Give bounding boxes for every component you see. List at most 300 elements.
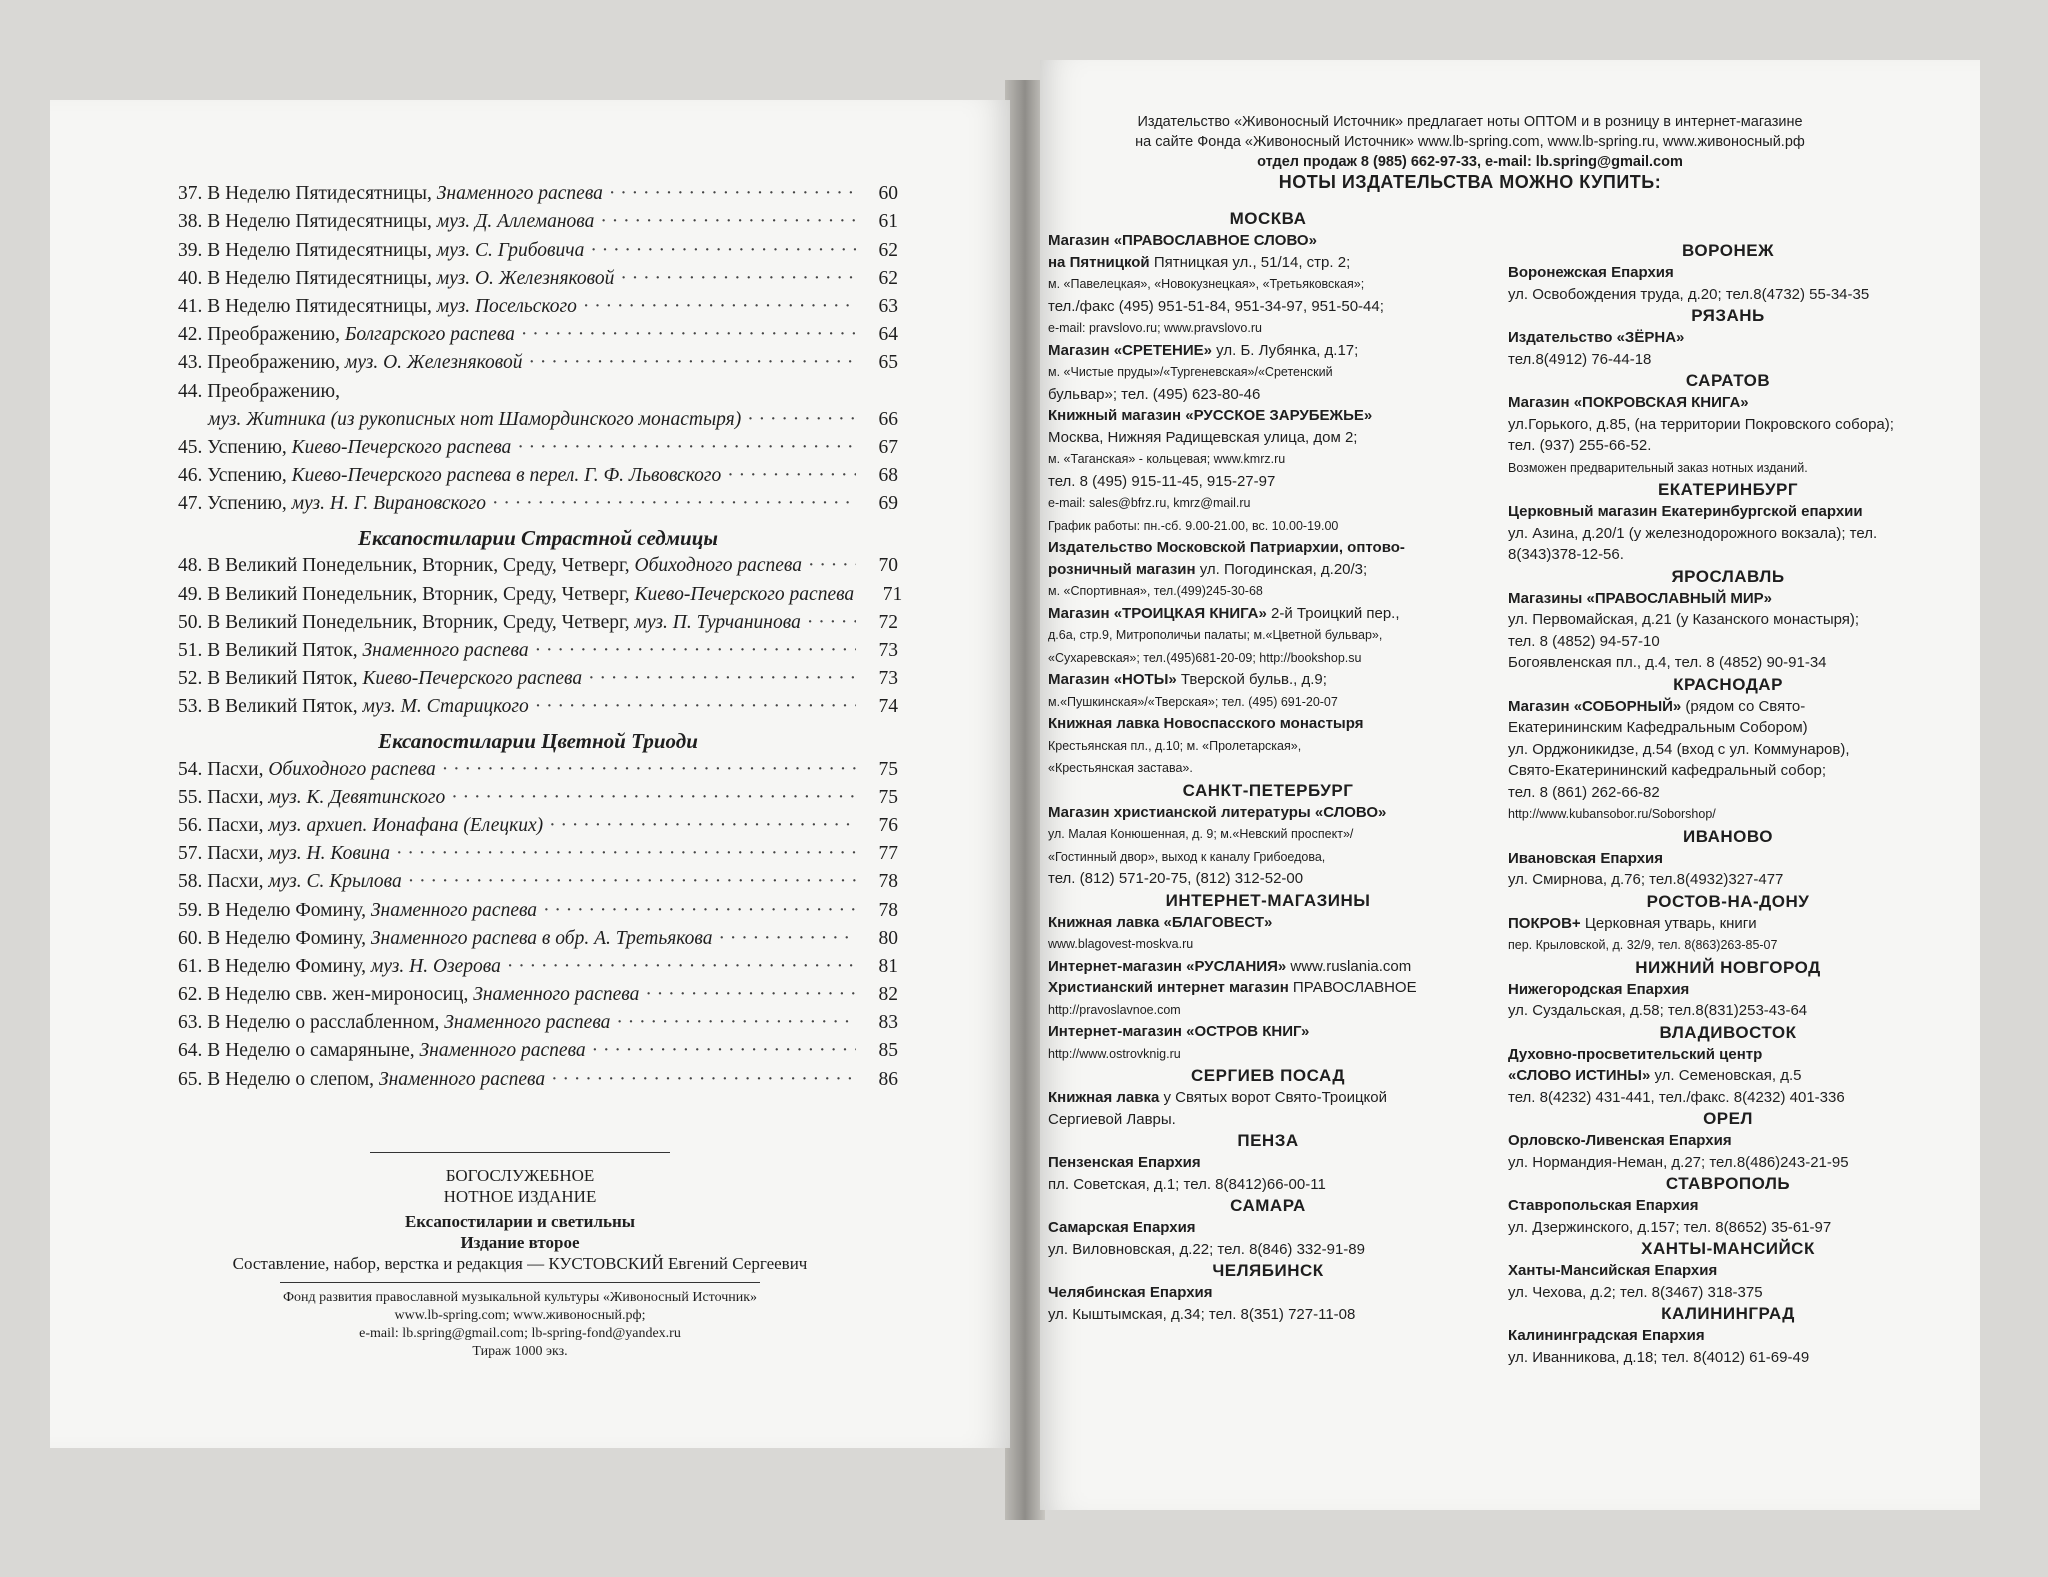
toc-dots: [535, 693, 856, 721]
store-detail: http://www.ostrovknig.ru: [1048, 1046, 1181, 1061]
toc-italic: муз. Д. Аллеманова: [436, 211, 595, 233]
toc-row: [178, 693, 898, 721]
toc-row: [178, 265, 898, 293]
store-name: Воронежская Епархия: [1508, 264, 1674, 281]
toc-dots: [451, 784, 856, 812]
publisher-header: [1080, 112, 1860, 192]
toc-row: [178, 434, 898, 462]
store-line: [1508, 501, 1948, 523]
toc-page-number: 63: [878, 295, 898, 317]
store-line: пл. Советская, д.1; тел. 8(8412)66-00-11: [1048, 1175, 1326, 1193]
toc-italic: Обиходного распева: [268, 758, 436, 780]
store-line: [1508, 803, 1948, 826]
toc-title: 48. В Великий Понедельник, Вторник, Среду, Четверг, Обиходного распева: [178, 555, 802, 577]
store-line: [1508, 457, 1948, 480]
store-line: [1508, 1325, 1948, 1347]
toc-dots: [583, 293, 856, 321]
toc-italic: муз. О. Железняковой: [436, 267, 615, 289]
city-heading: СЕРГИЕВ ПОСАД: [1191, 1066, 1345, 1085]
toc-group-1: [178, 180, 898, 377]
toc-title: 46. Успению, Киево-Печерского распева в перел. Г. Ф. Львовского: [178, 465, 722, 487]
store-line: [1048, 492, 1488, 515]
toc-title: 43. Преображению, муз. О. Железняковой: [178, 352, 523, 374]
store-line: ул. Чехова, д.2; тел. 8(3467) 318-375: [1508, 1283, 1763, 1301]
toc-dots: [442, 756, 856, 784]
store-line: [1048, 448, 1488, 471]
toc-page-number: 83: [878, 1012, 898, 1034]
toc-row: [178, 609, 898, 637]
store-line: [1048, 647, 1488, 670]
toc-dots: [535, 637, 856, 665]
store-name: Книжная лавка Новоспасского монастыря: [1048, 715, 1364, 732]
store-line: [1048, 515, 1488, 538]
store-line: [1508, 1195, 1948, 1217]
toc-italic: Знаменного распева: [378, 1068, 546, 1090]
store-line: [1508, 1130, 1948, 1152]
toc-page-number: 61: [878, 211, 898, 233]
section-heading: Ексапостиларии Страстной седмицы: [358, 526, 718, 551]
toc-italic: Знаменного распева: [362, 640, 529, 661]
store-name: Ивановская Епархия: [1508, 849, 1664, 867]
toc-row: [178, 812, 898, 840]
store-detail: http://pravoslavnoe.com: [1048, 1002, 1181, 1017]
toc-page-number: 60: [878, 183, 898, 205]
store-detail: Крестьянская пл., д.10; м. «Пролетарская»,: [1048, 738, 1302, 753]
toc-dots: [408, 868, 856, 896]
toc-page-number: 82: [878, 984, 898, 1006]
city-heading: ХАНТЫ-МАНСИЙСК: [1641, 1239, 1815, 1258]
store-name: Интернет-магазин «ОСТРОВ КНИГ»: [1048, 1023, 1310, 1040]
toc-italic: Знаменного распева в обр. А. Третьякова: [370, 927, 713, 949]
toc-title: 56. Пасхи, муз. архиеп. Ионафана (Елецких): [178, 814, 544, 836]
right-page: [1040, 60, 1980, 1510]
section-title: НОТЫ ИЗДАТЕЛЬСТВА МОЖНО КУПИТЬ:: [1278, 172, 1662, 192]
toc-row: [178, 925, 898, 953]
store-name: Нижегородская Епархия: [1508, 980, 1690, 998]
toc-page-number: 62: [878, 239, 898, 261]
toc-italic: муз. М. Старицкого: [362, 696, 529, 718]
header-line: на сайте Фонда «Живоносный Источник» www.lb-spring.com, www.lb-spring.ru, www.живоносный.рф: [1135, 134, 1805, 150]
city-heading: РОСТОВ-НА-ДОНУ: [1646, 891, 1810, 911]
store-line: [1048, 580, 1488, 603]
toc-row: [178, 462, 898, 490]
store-line: Богоявленская пл., д.4, тел. 8 (4852) 90-91-34: [1508, 654, 1827, 671]
store-line: [1048, 317, 1488, 340]
toc-italic: муз. Посельского: [436, 295, 577, 317]
toc-italic: Киево-Печерского распева: [362, 668, 583, 690]
toc-italic: Обиходного распева: [634, 555, 802, 577]
store-line: [1508, 1260, 1948, 1282]
toc-page-number: 68: [878, 465, 898, 487]
toc-dots: [551, 1066, 856, 1094]
toc-dots: [543, 897, 856, 925]
city-heading: МОСКВА: [1229, 209, 1307, 228]
toc-row: [178, 896, 898, 924]
store-name: Магазин «НОТЫ»: [1048, 671, 1177, 688]
store-line: [1048, 691, 1488, 714]
toc-dots: [616, 1009, 856, 1037]
store-line: Магазин «СРЕТЕНИЕ» ул. Б. Лубянка, д.17;: [1048, 341, 1359, 359]
toc-dots: [521, 321, 856, 349]
section-heading: Ексапостиларии Цветной Триоди: [378, 729, 698, 754]
store-line: [1048, 735, 1488, 758]
toc-title: 49. В Великий Понедельник, Вторник, Среду, Четверг, Киево-Печерского распева: [178, 583, 855, 605]
toc-page-number: 69: [878, 493, 898, 515]
toc-title: 38. В Неделю Пятидесятницы, муз. Д. Аллеманова: [178, 211, 595, 233]
store-line: Свято-Екатерининский кафедральный собор;: [1508, 762, 1827, 779]
store-line: Магазин «НОТЫ» Тверской бульв., д.9;: [1048, 671, 1327, 688]
toc-dots: [620, 265, 856, 293]
store-line: тел. 8 (495) 915-11-45, 915-27-97: [1048, 472, 1276, 490]
toc-title: 42. Преображению, Болгарского распева: [178, 324, 515, 346]
toc-dots: [507, 953, 856, 981]
toc-dots: [549, 812, 856, 840]
toc-italic: муз. О. Железняковой: [344, 352, 523, 374]
store-line: [1048, 230, 1488, 252]
city-heading: ПЕНЗА: [1237, 1131, 1299, 1150]
store-line: ул. Кыштымская, д.34; тел. 8(351) 727-11-08: [1048, 1305, 1356, 1323]
toc-page-number: 78: [878, 899, 898, 921]
toc-row: [178, 1065, 898, 1093]
store-name: Издательство «ЗЁРНА»: [1508, 329, 1685, 346]
store-name: Духовно-просветительский центр: [1508, 1045, 1763, 1063]
store-line: [1048, 802, 1488, 824]
toc-title: 53. В Великий Пяток, муз. М. Старицкого: [178, 696, 529, 718]
toc-page-number: 78: [878, 871, 898, 893]
store-line: 8(343)378-12-56.: [1508, 546, 1624, 563]
toc-row: [178, 637, 898, 665]
city-heading: СТАВРОПОЛЬ: [1665, 1174, 1791, 1193]
store-detail: м. «Павелецкая», «Новокузнецкая», «Третьяковская»;: [1048, 277, 1365, 291]
city-heading: ВЛАДИВОСТОК: [1659, 1022, 1797, 1042]
toc-italic: муз. К. Девятинского: [268, 786, 446, 808]
city-heading: ЧЕЛЯБИНСК: [1212, 1261, 1324, 1280]
toc-row: [178, 868, 898, 896]
store-line: ул. Суздальская, д.58; тел.8(831)253-43-64: [1508, 1002, 1808, 1019]
toc-page-number: 81: [878, 955, 898, 977]
toc-title: 52. В Великий Пяток, Киево-Печерского распева: [178, 668, 583, 690]
toc-italic: муз. Н. Озерова: [370, 955, 501, 977]
store-name: Книжный магазин «РУССКОЕ ЗАРУБЕЖЬЕ»: [1048, 407, 1373, 424]
toc-page-number: 86: [878, 1068, 898, 1090]
store-line: [1048, 361, 1488, 384]
table-of-contents: [178, 180, 903, 1094]
toc-row: [178, 293, 898, 321]
store-detail: Возможен предварительный заказ нотных изданий.: [1508, 460, 1808, 475]
header-line: Издательство «Живоносный Источник» предлагает ноты ОПТОМ и в розницу в интернет-магазине: [1137, 114, 1803, 130]
store-name: на Пятницкой: [1048, 253, 1150, 271]
city-heading: ИВАНОВО: [1682, 826, 1773, 846]
toc-page-number: 71: [882, 583, 903, 605]
toc-group-3: [178, 552, 903, 721]
toc-title: 47. Успению, муз. Н. Г. Вирановского: [178, 493, 486, 515]
store-line: [1048, 624, 1488, 647]
store-name: Самарская Епархия: [1048, 1219, 1196, 1236]
toc-page-number: 80: [878, 927, 898, 949]
store-name: Магазин «ПРАВОСЛАВНОЕ СЛОВО»: [1048, 232, 1317, 249]
toc-row: [178, 321, 898, 349]
store-line: [1048, 933, 1488, 956]
store-line: Екатерининским Кафедральным Собором): [1508, 719, 1808, 736]
colophon-line: БОГОСЛУЖЕБНОЕ: [445, 1166, 595, 1185]
toc-dots: [718, 925, 856, 953]
store-line: [1508, 262, 1948, 284]
toc-page-number: 76: [878, 814, 898, 836]
toc-page-number: 70: [878, 555, 898, 577]
store-line: Христианский интернет магазин ПРАВОСЛАВНОЕ: [1048, 979, 1417, 996]
toc-row: [178, 1037, 898, 1065]
store-name: Книжная лавка: [1048, 1089, 1160, 1106]
toc-row: [178, 490, 898, 518]
store-name: Церковный магазин Екатеринбургской епархии: [1508, 503, 1863, 520]
store-line: Сергиевой Лавры.: [1048, 1110, 1176, 1128]
toc-row: [178, 784, 898, 812]
store-line: [1048, 1021, 1488, 1043]
toc-title: 54. Пасхи, Обиходного распева: [178, 758, 436, 780]
city-heading: РЯЗАНЬ: [1691, 306, 1765, 325]
toc-title: 63. В Неделю о расслабленном, Знаменного распева: [178, 1012, 611, 1034]
store-line: ул. Азина, д.20/1 (у железнодорожного вокзала); тел.: [1508, 524, 1878, 542]
toc-title: 59. В Неделю Фомину, Знаменного распева: [178, 899, 538, 921]
toc-dots: [592, 1037, 856, 1065]
divider: [370, 1152, 670, 1153]
toc-row: [178, 552, 898, 580]
toc-page-number: 66: [878, 408, 898, 430]
store-line: [1508, 934, 1948, 957]
toc-dots: [600, 208, 856, 236]
toc-dots: [645, 981, 856, 1009]
toc-dots: [517, 434, 856, 462]
store-name: Челябинская Епархия: [1048, 1284, 1213, 1301]
toc-dots: [590, 237, 856, 265]
store-name: Магазин «СОБОРНЫЙ»: [1508, 697, 1682, 715]
store-line: [1048, 999, 1488, 1022]
toc-page-number: 65: [878, 352, 898, 374]
store-line: тел. 8 (861) 262-66-82: [1508, 783, 1660, 801]
store-line: [1508, 392, 1948, 414]
store-line: [1048, 273, 1488, 296]
store-line: [1048, 823, 1488, 846]
stores-column-right: [1508, 240, 1948, 1368]
store-detail: «Крестьянская застава».: [1048, 761, 1193, 775]
header-line: отдел продаж 8 (985) 662-97-33, e-mail: lb.spring@gmail.com: [1257, 154, 1683, 170]
city-heading: САНКТ-ПЕТЕРБУРГ: [1182, 780, 1354, 800]
toc-title: 62. В Неделю свв. жен-мироносиц, Знаменного распева: [178, 984, 640, 1006]
toc-italic: муз. Житника (из рукописных нот Шамординского монастыря): [208, 408, 742, 430]
store-line: [1508, 327, 1948, 349]
store-detail: пер. Крыловской, д. 32/9, тел. 8(863)263-85-07: [1508, 938, 1778, 952]
store-line: [1508, 848, 1948, 870]
toc-page-number: 85: [878, 1040, 898, 1062]
left-page: [50, 100, 1010, 1448]
store-line: тел. (937) 255-66-52.: [1508, 437, 1652, 454]
toc-row: [178, 349, 898, 377]
toc-italic: муз. С. Грибовича: [436, 239, 585, 261]
store-line: [1508, 979, 1948, 1001]
toc-italic: муз. архиеп. Ионафана (Елецких): [268, 814, 544, 836]
store-line: Магазин «СОБОРНЫЙ» (рядом со Свято-: [1508, 697, 1806, 715]
toc-page-number: 77: [878, 843, 898, 865]
toc-row: [178, 840, 898, 868]
toc-title: 61. В Неделю Фомину, муз. Н. Озерова: [178, 955, 501, 977]
toc-italic: Знаменного распева: [444, 1012, 611, 1034]
store-line: тел. 8 (4852) 94-57-10: [1508, 632, 1660, 650]
colophon-line: НОТНОЕ ИЗДАНИЕ: [443, 1187, 597, 1206]
store-line: тел. 8(4232) 431-441, тел./факс. 8(4232) 401-336: [1508, 1088, 1845, 1106]
store-line: Книжная лавка у Святых ворот Свято-Троицкой: [1048, 1089, 1388, 1106]
toc-italic: муз. Н. Ковина: [268, 843, 390, 865]
city-heading: САРАТОВ: [1685, 371, 1771, 390]
store-line: [1048, 1217, 1488, 1239]
store-line: ул. Виловновская, д.22; тел. 8(846) 332-91-89: [1048, 1240, 1365, 1258]
toc-dots: [808, 552, 856, 580]
toc-italic: муз. Н. Г. Вирановского: [291, 493, 486, 515]
print-run: Тираж 1000 экз.: [472, 1344, 568, 1359]
store-line: на Пятницкой Пятницкая ул., 51/14, стр. 2;: [1048, 253, 1351, 271]
toc-group-4: [178, 755, 898, 1093]
store-line: Интернет-магазин «РУСЛАНИЯ» www.ruslania.com: [1048, 957, 1412, 975]
store-name: Калининградская Епархия: [1508, 1327, 1705, 1344]
store-line: [1048, 537, 1488, 559]
toc-italic: Знаменного распева: [436, 183, 603, 205]
stores-column-left: [1040, 208, 1488, 1325]
store-detail: e-mail: pravslovo.ru; www.pravslovo.ru: [1048, 321, 1262, 335]
toc-title: 58. Пасхи, муз. С. Крылова: [178, 871, 402, 893]
city-heading: ЕКАТЕРИНБУРГ: [1657, 480, 1799, 499]
city-heading: ЯРОСЛАВЛЬ: [1671, 566, 1785, 586]
store-name: Интернет-магазин «РУСЛАНИЯ»: [1048, 957, 1287, 975]
store-line: Магазин «ТРОИЦКАЯ КНИГА» 2-й Троицкий пер.,: [1048, 604, 1400, 622]
toc-row: [178, 236, 898, 264]
store-line: [1048, 713, 1488, 735]
store-line: [1508, 588, 1948, 610]
toc-row: [178, 406, 898, 434]
toc-dots: [529, 349, 856, 377]
store-line: [1048, 912, 1488, 934]
store-detail: м. «Таганская» - кольцевая; www.kmrz.ru: [1048, 452, 1286, 466]
store-line: розничный магазин ул. Погодинская, д.20/3;: [1048, 560, 1368, 578]
store-line: Москва, Нижняя Радищевская улица, дом 2;: [1048, 428, 1358, 446]
store-line: тел./факс (495) 951-51-84, 951-34-97, 951-50-44;: [1048, 297, 1384, 315]
toc-title: 40. В Неделю Пятидесятницы, муз. О. Железняковой: [178, 267, 615, 289]
toc-dots: [396, 840, 856, 868]
toc-row: [178, 180, 898, 208]
store-line: ул. Дзержинского, д.157; тел. 8(8652) 35-61-97: [1508, 1218, 1832, 1236]
store-line: ул. Иванникова, д.18; тел. 8(4012) 61-69-49: [1508, 1348, 1810, 1366]
store-name: Книжная лавка «БЛАГОВЕСТ»: [1048, 913, 1273, 931]
store-line: [1508, 1044, 1948, 1066]
store-name: Магазин христианской литературы «СЛОВО»: [1048, 803, 1387, 821]
toc-dots: [747, 406, 856, 434]
toc-page-number: 64: [878, 324, 898, 346]
store-line: [1048, 1282, 1488, 1304]
toc-title: 57. Пасхи, муз. Н. Ковина: [178, 843, 390, 865]
toc-italic: Киево-Печерского распева: [291, 436, 512, 458]
store-detail: www.blagovest-moskva.ru: [1048, 937, 1194, 951]
toc-title: 64. В Неделю о самаряныне, Знаменного распева: [178, 1040, 586, 1062]
toc-row: [178, 953, 898, 981]
toc-page-number: 75: [878, 758, 898, 780]
store-detail: м. «Спортивная», тел.(499)245-30-68: [1048, 584, 1263, 598]
store-name: Магазин «ТРОИЦКАЯ КНИГА»: [1048, 604, 1267, 622]
toc-title: 55. Пасхи, муз. К. Девятинского: [178, 786, 446, 808]
toc-group-2: [178, 434, 898, 519]
store-name: Ханты-Мансийская Епархия: [1508, 1262, 1718, 1279]
toc-page-number: 67: [878, 436, 898, 458]
store-detail: д.6а, стр.9, Митрополичьи палаты; м.«Цветной бульвар»,: [1048, 628, 1383, 642]
toc-row: [178, 377, 898, 405]
toc-title: 50. В Великий Понедельник, Вторник, Среду, Четверг, муз. П. Турчанинова: [178, 611, 801, 633]
toc-italic: Киево-Печерского распева в перел. Г. Ф. Львовского: [291, 465, 722, 487]
toc-italic: Знаменного распева: [419, 1040, 586, 1062]
toc-page-number: 74: [878, 696, 898, 718]
toc-page-number: 73: [878, 640, 898, 661]
store-line: ул. Нормандия-Неман, д.27; тел.8(486)243-21-95: [1508, 1153, 1849, 1171]
store-detail: e-mail: sales@bfrz.ru, kmrz@mail.ru: [1048, 496, 1251, 510]
store-line: [1048, 1152, 1488, 1174]
store-detail: м.«Пушкинская»/«Тверская»; тел. (495) 691-20-07: [1048, 694, 1338, 709]
toc-row: [178, 981, 898, 1009]
toc-title: 41. В Неделю Пятидесятницы, муз. Посельского: [178, 295, 577, 317]
store-line: [1048, 1043, 1488, 1066]
store-detail: График работы: пн.-сб. 9.00-21.00, вс. 10.00-19.00: [1048, 518, 1339, 533]
city-heading: НИЖНИЙ НОВГОРОД: [1635, 957, 1821, 977]
store-detail: м. «Чистые пруды»/«Тургеневская»/«Сретенский: [1048, 365, 1333, 379]
store-name: Христианский интернет магазин: [1048, 979, 1289, 996]
store-name: розничный магазин: [1048, 560, 1196, 578]
store-name: Издательство Московской Патриархии, оптово-: [1048, 539, 1405, 556]
store-line: [1048, 757, 1488, 780]
toc-page-number: 75: [878, 786, 898, 808]
toc-title: 44. Преображению,: [178, 380, 340, 402]
store-line: ул. Смирнова, д.76; тел.8(4932)327-477: [1508, 871, 1784, 888]
emails: e-mail: lb.spring@gmail.com; lb-spring-fond@yandex.ru: [359, 1326, 681, 1341]
toc-title: 45. Успению, Киево-Печерского распева: [178, 436, 512, 458]
store-name: Магазин «СРЕТЕНИЕ»: [1048, 341, 1213, 359]
store-line: бульвар»; тел. (495) 623-80-46: [1048, 385, 1261, 403]
store-detail: «Гостинный двор», выход к каналу Грибоедова,: [1048, 849, 1326, 864]
store-name: Магазин «ПОКРОВСКАЯ КНИГА»: [1508, 394, 1749, 411]
toc-title: 60. В Неделю Фомину, Знаменного распева в обр. А. Третьякова: [178, 927, 713, 949]
store-line: ул. Освобождения труда, д.20; тел.8(4732) 55-34-35: [1508, 285, 1870, 303]
store-line: [1048, 405, 1488, 427]
toc-dots: [588, 665, 856, 693]
store-name: «СЛОВО ИСТИНЫ»: [1508, 1067, 1651, 1084]
toc-dots: [492, 490, 856, 518]
toc-page-number: 73: [878, 668, 898, 690]
colophon: [230, 1152, 810, 1361]
store-line: тел. (812) 571-20-75, (812) 312-52-00: [1048, 870, 1304, 887]
toc-dots: [727, 462, 856, 490]
toc-dots: [609, 180, 856, 208]
toc-italic: Знаменного распева: [473, 984, 640, 1006]
city-heading: ОРЕЛ: [1703, 1109, 1753, 1128]
store-line: ул.Горького, д.85, (на территории Покровского собора);: [1508, 415, 1894, 433]
toc-italic: Киево-Печерского распева: [634, 583, 855, 605]
store-name: Орловско-Ливенская Епархия: [1508, 1132, 1732, 1149]
toc-title: 37. В Неделю Пятидесятницы, Знаменного распева: [178, 183, 603, 205]
city-heading: КАЛИНИНГРАД: [1661, 1304, 1795, 1323]
toc-italic: муз. С. Крылова: [268, 871, 402, 893]
city-heading: ВОРОНЕЖ: [1682, 241, 1774, 260]
store-detail: ул. Малая Конюшенная, д. 9; м.«Невский проспект»/: [1048, 827, 1354, 841]
toc-title: 51. В Великий Пяток, Знаменного распева: [178, 640, 529, 661]
toc-row: [178, 1009, 898, 1037]
toc-page-number: 72: [878, 611, 898, 633]
store-line: ул. Первомайская, д.21 (у Казанского монастыря);: [1508, 611, 1860, 628]
toc-row: [178, 208, 898, 236]
store-name: Магазины «ПРАВОСЛАВНЫЙ МИР»: [1508, 589, 1773, 607]
